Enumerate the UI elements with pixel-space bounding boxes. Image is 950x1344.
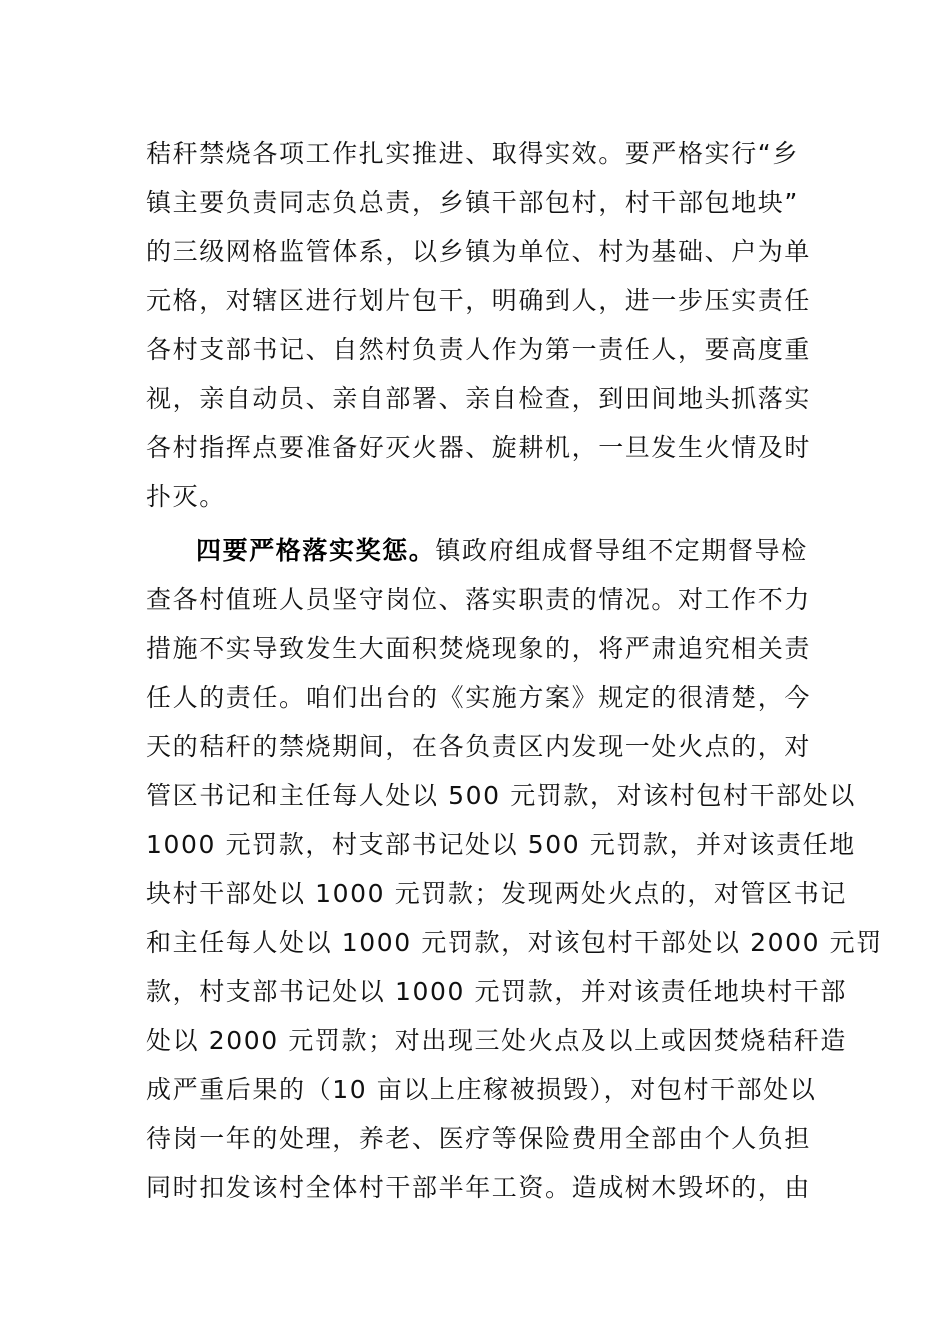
paragraph-line: 措施不实导致发生大面积焚烧现象的，将严肃追究相关责: [146, 634, 812, 663]
paragraph-line: 同时扣发该村全体村干部半年工资。造成树木毁坏的，由: [146, 1173, 812, 1202]
paragraph-line: 块村干部处以 1000 元罚款；发现两处火点的，对管区书记: [146, 879, 847, 908]
paragraph-line: 管区书记和主任每人处以 500 元罚款，对该村包村干部处以: [146, 781, 857, 810]
paragraph-line: 扑灭。: [146, 482, 226, 511]
paragraph-line: 处以 2000 元罚款；对出现三处火点及以上或因焚烧秸秆造: [146, 1026, 847, 1055]
paragraph-text: 镇政府组成督导组不定期督导检: [435, 536, 808, 565]
paragraph-line: 各村指挥点要准备好灭火器、旋耕机，一旦发生火情及时: [146, 433, 812, 462]
paragraph-line: 视，亲自动员、亲自部署、亲自检查，到田间地头抓落实: [146, 384, 812, 413]
paragraph-line: 天的秸秆的禁烧期间，在各负责区内发现一处火点的，对: [146, 732, 812, 761]
paragraph-line: 待岗一年的处理，养老、医疗等保险费用全部由个人负担: [146, 1124, 812, 1153]
paragraph-line: 的三级网格监管体系，以乡镇为单位、村为基础、户为单: [146, 237, 812, 266]
paragraph-line: 款，村支部书记处以 1000 元罚款，并对该责任地块村干部: [146, 977, 847, 1006]
paragraph-line: 查各村值班人员坚守岗位、落实职责的情况。对工作不力: [146, 585, 812, 614]
paragraph-first-line: [196, 536, 816, 566]
paragraph-line: 和主任每人处以 1000 元罚款，对该包村干部处以 2000 元罚: [146, 928, 883, 957]
paragraph-line: 各村支部书记、自然村负责人作为第一责任人，要高度重: [146, 335, 812, 364]
paragraph-line: 元格，对辖区进行划片包干，明确到人，进一步压实责任: [146, 286, 812, 315]
paragraph-line: 镇主要负责同志负总责，乡镇干部包村，村干部包地块”: [146, 188, 799, 217]
paragraph-line: 成严重后果的（10 亩以上庄稼被损毁），对包村干部处以: [146, 1075, 817, 1104]
paragraph-line: 任人的责任。咱们出台的《实施方案》规定的很清楚，今: [146, 683, 812, 712]
section-heading: 四要严格落实奖惩。: [196, 536, 436, 565]
paragraph-line: 1000 元罚款，村支部书记处以 500 元罚款，并对该责任地: [146, 830, 856, 859]
paragraph-line: 秸秆禁烧各项工作扎实推进、取得实效。要严格实行“乡: [146, 139, 799, 168]
